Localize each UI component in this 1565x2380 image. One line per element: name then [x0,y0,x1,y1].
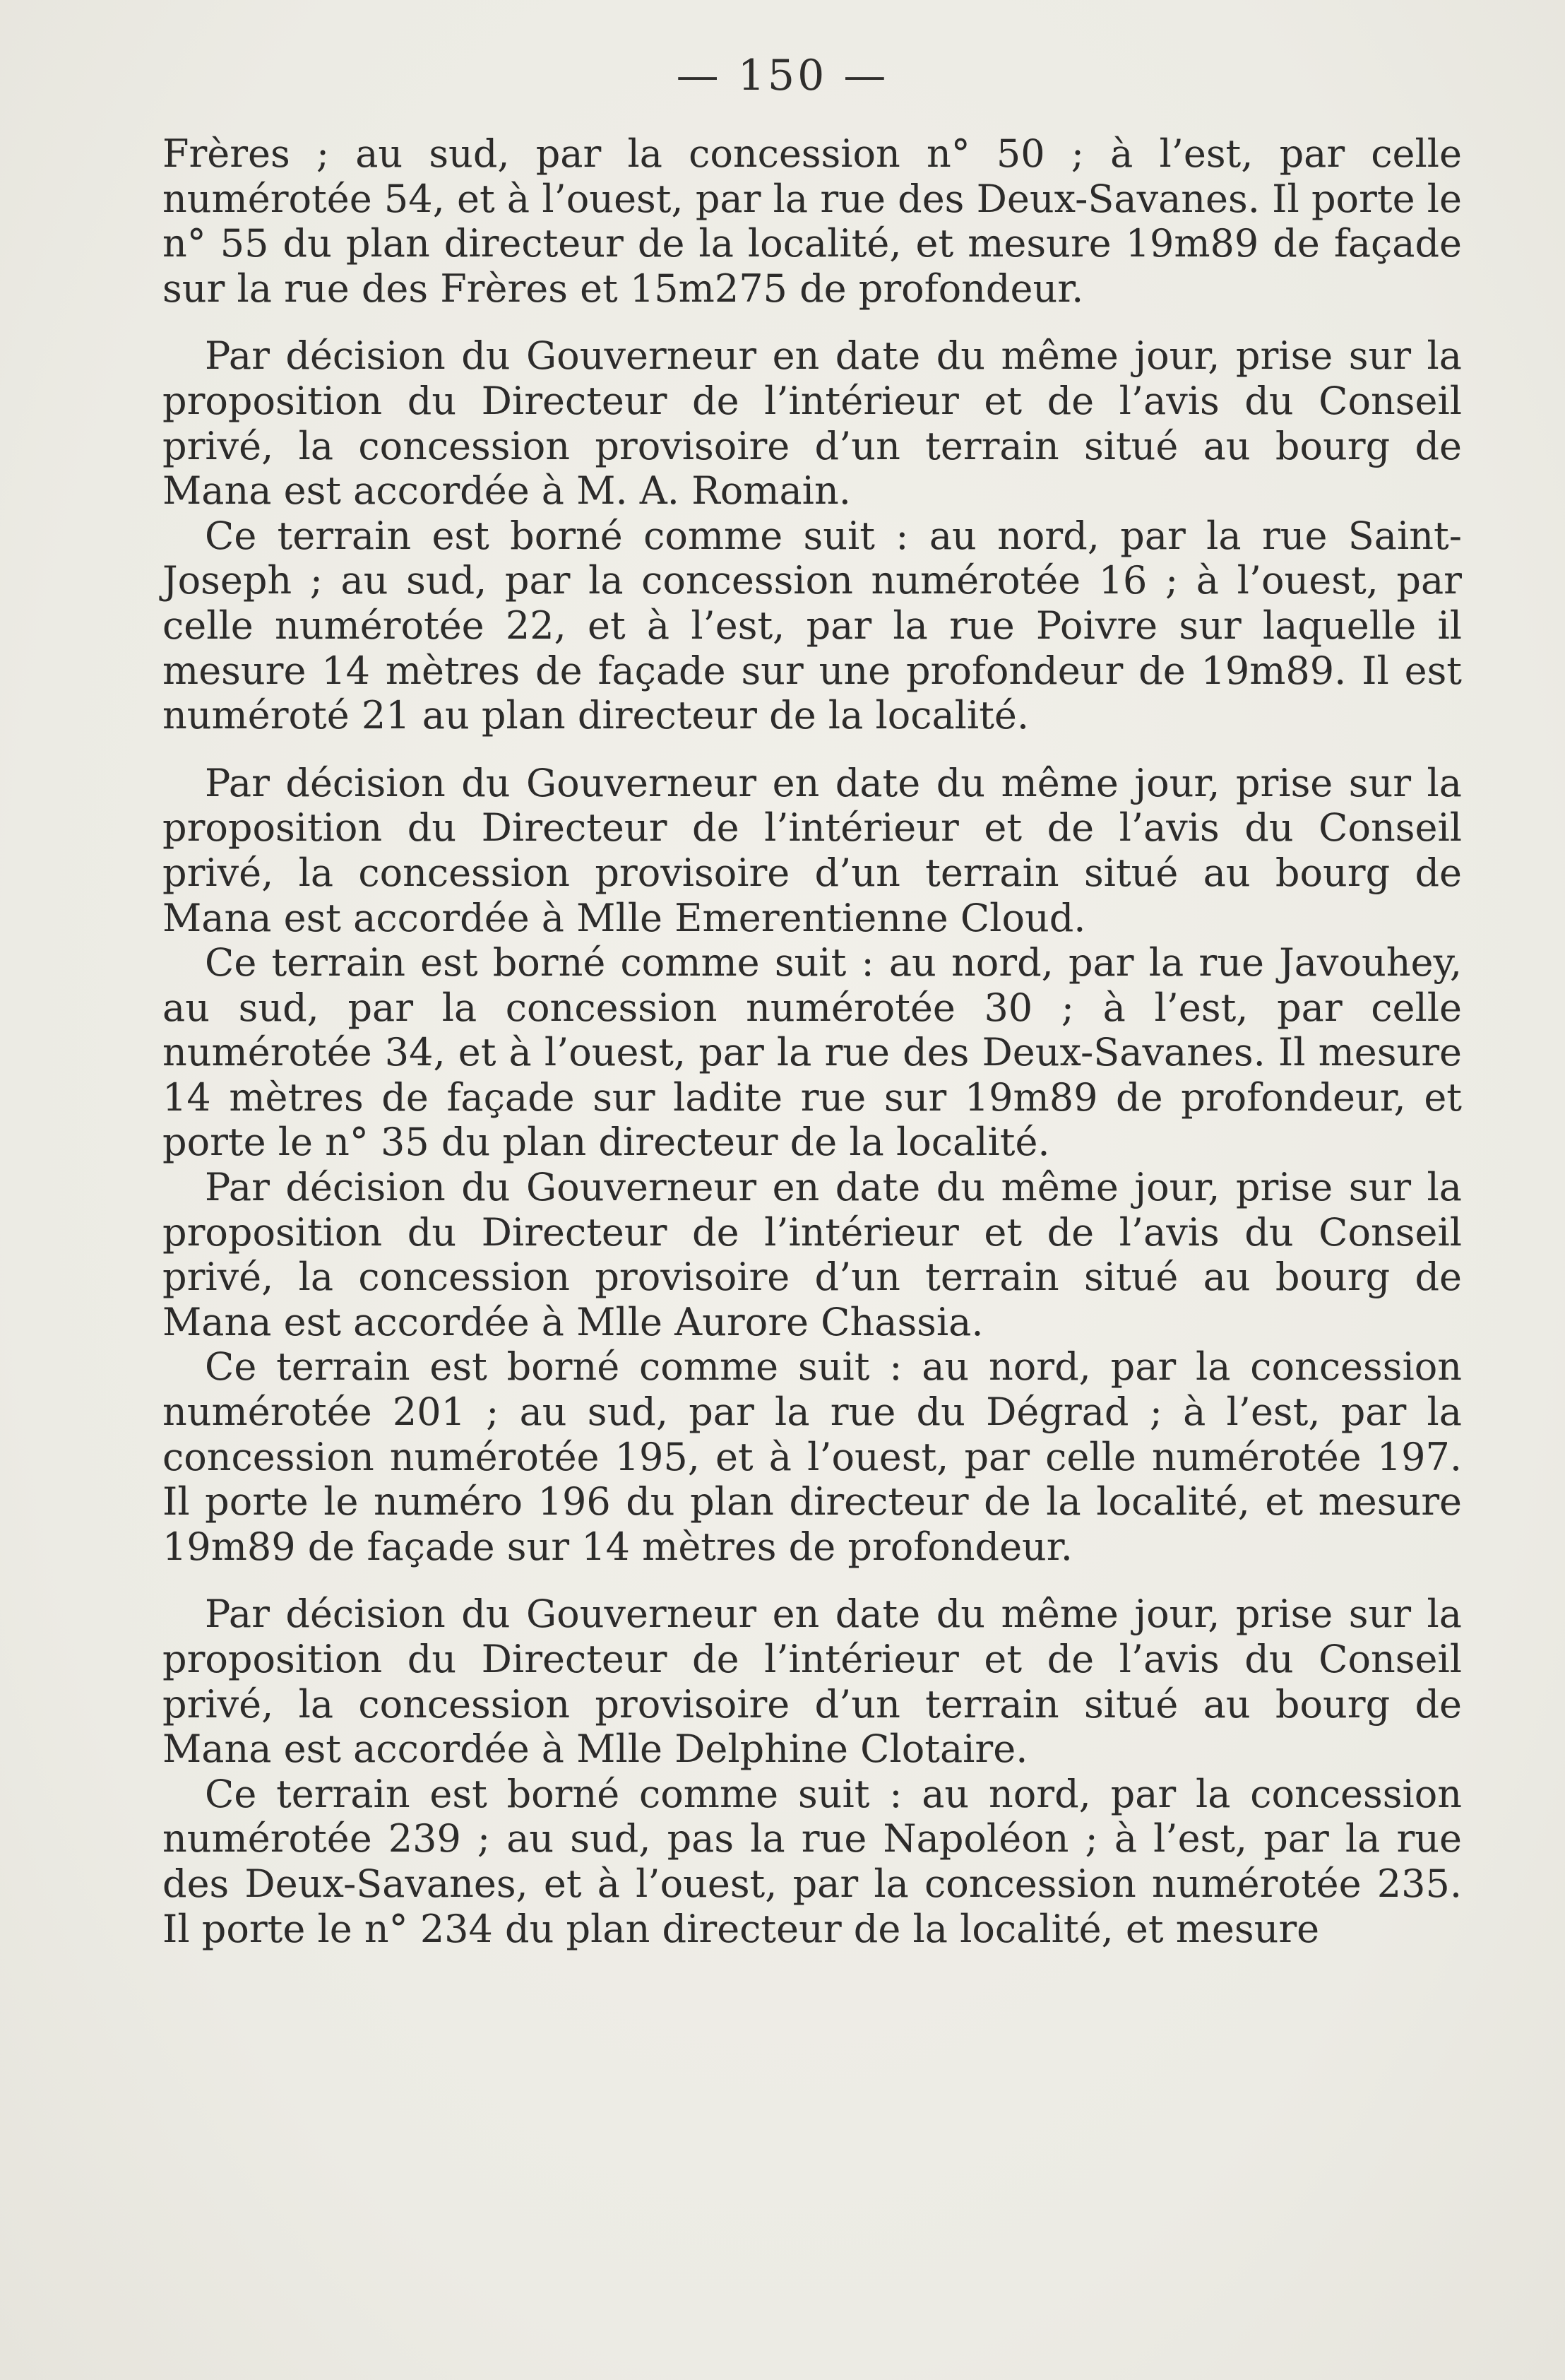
paragraph-decision-romain: Par décision du Gouverneur en date du même jour, prise sur la proposition du Directeur de l’intérieur et de l’avis du Conseil privé, la concession provisoire d’un terrain situé au bourg de Mana est accordée à M. A. Romain. [162,333,1462,514]
paragraph-decision-clotaire: Par décision du Gouverneur en date du même jour, prise sur la proposition du Directeur de l’intérieur et de l’avis du Conseil privé, la concession provisoire d’un terrain situé au bourg de Mana est accordée à Mlle Delphine Clotaire. [162,1592,1462,1772]
paragraph-terrain-clotaire: Ce terrain est borné comme suit : au nord, par la concession numérotée 239 ; au sud, pas la rue Napoléon ; à l’est, par la rue des Deux-Savanes, et à l’ouest, par la concession numérotée 235. Il porte le n° 234 du plan directeur de la localité, et mesure [162,1771,1462,1951]
body-text [162,131,1462,1951]
paragraph-terrain-chassia: Ce terrain est borné comme suit : au nord, par la concession numérotée 201 ; au sud, par la rue du Dégrad ; à l’est, par la concession numérotée 195, et à l’ouest, par celle numérotée 197. Il porte le numéro 196 du plan directeur de la localité, et mesure 19m89 de façade sur 14 mètres de profondeur. [162,1344,1462,1569]
paragraph-terrain-romain: Ce terrain est borné comme suit : au nord, par la rue Saint-Joseph ; au sud, par la concession numérotée 16 ; à l’ouest, par celle numérotée 22, et à l’est, par la rue Poivre sur laquelle il mesure 14 mètres de façade sur une profondeur de 19m89. Il est numéroté 21 au plan directeur de la localité. [162,513,1462,738]
paragraph-continuation: Frères ; au sud, par la concession n° 50 ; à l’est, par celle numérotée 54, et à l’ouest, par la rue des Deux-Savanes. Il porte le n° 55 du plan directeur de la localité, et mesure 19m89 de façade sur la rue des Frères et 15m275 de profondeur. [162,131,1462,311]
paragraph-terrain-cloud: Ce terrain est borné comme suit : au nord, par la rue Javouhey, au sud, par la concession numérotée 30 ; à l’est, par celle numérotée 34, et à l’ouest, par la rue des Deux-Savanes. Il mesure 14 mètres de façade sur ladite rue sur 19m89 de profondeur, et porte le n° 35 du plan directeur de la localité. [162,940,1462,1165]
paragraph-decision-cloud: Par décision du Gouverneur en date du même jour, prise sur la proposition du Directeur de l’intérieur et de l’avis du Conseil privé, la concession provisoire d’un terrain situé au bourg de Mana est accordée à Mlle Emerentienne Cloud. [162,760,1462,940]
paragraph-decision-chassia: Par décision du Gouverneur en date du même jour, prise sur la proposition du Directeur de l’intérieur et de l’avis du Conseil privé, la concession provisoire d’un terrain situé au bourg de Mana est accordée à Mlle Aurore Chassia. [162,1165,1462,1344]
page-number: — 150 — [676,51,889,100]
